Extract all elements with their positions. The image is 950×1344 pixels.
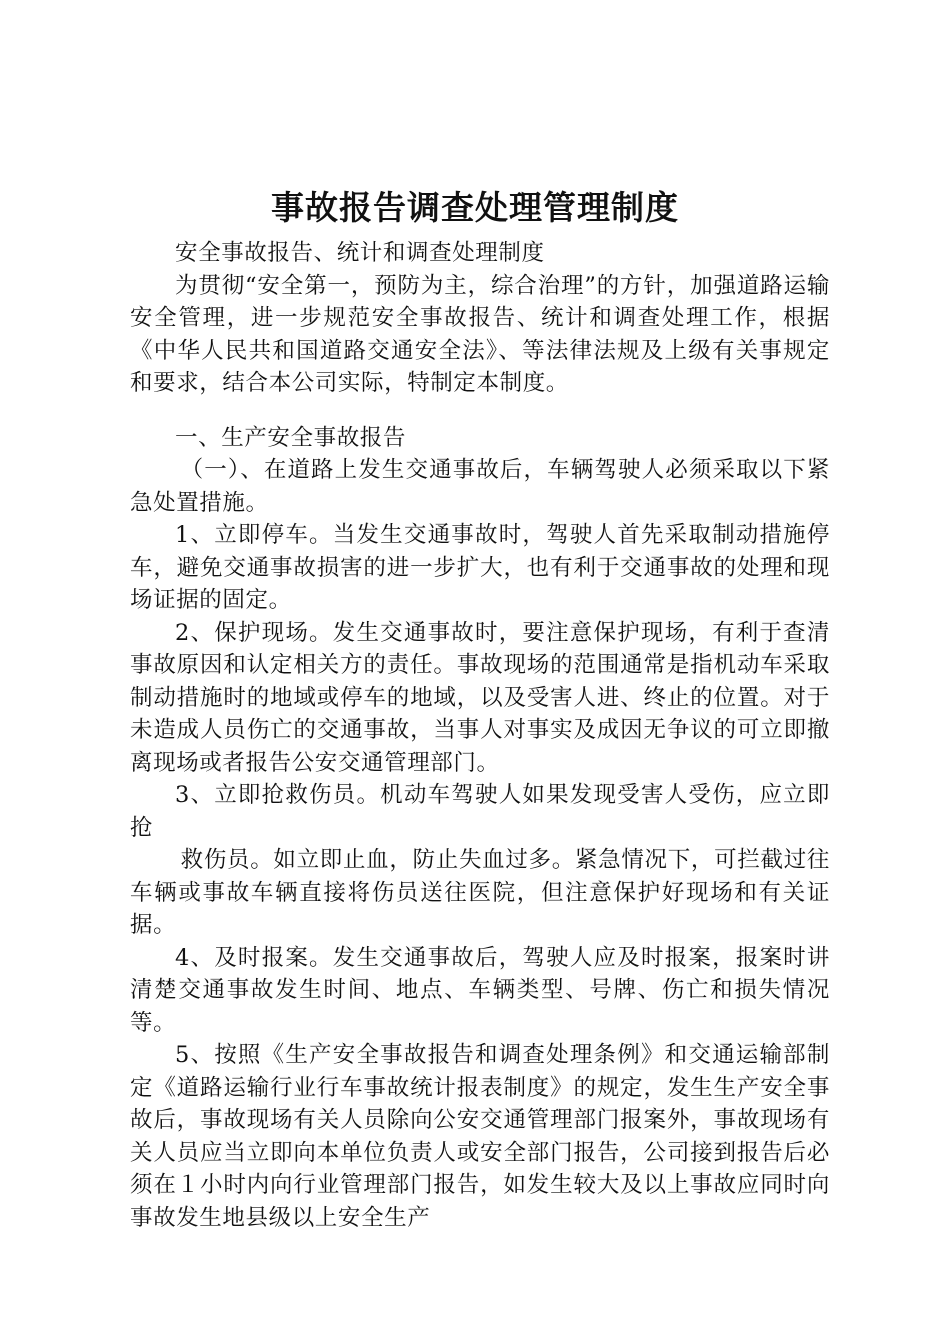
item-2-paragraph: 2、保护现场。发生交通事故时，要注意保护现场，有利于查清事故原因和认定相关方的责任。事故现场的范围通常是指机动车采取制动措施时的地域或停车的地域，以及受害人进、终止的位置。对于未造成人员伤亡的交通事故，当事人对事实及成因无争议的可立即撤离现场或者报告公安交通管理部门。 [130, 619, 830, 776]
section-heading: 一、生产安全事故报告 [175, 424, 407, 451]
item-3-paragraph: 3、立即抢救伤员。机动车驾驶人如果发现受害人受伤，应立即抢 [130, 782, 830, 841]
intro-paragraph: 为贯彻“安全第一，预防为主，综合治理”的方针，加强道路运输安全管理，进一步规范安全事故报告、统计和调查处理工作，根据《中华人民共和国道路交通安全法》、等法律法规及上级有关事规定和要求，结合本公司实际，特制定本制度。 [130, 272, 830, 396]
document-title: 事故报告调查处理管理制度 [271, 188, 679, 227]
document-body [130, 237, 830, 1234]
subtitle-line: 安全事故报告、统计和调查处理制度 [175, 240, 545, 266]
item-5-paragraph: 5、按照《生产安全事故报告和调查处理条例》和交通运输部制定《道路运输行业行车事故统计报表制度》的规定，发生生产安全事故后，事故现场有关人员除向公安交通管理部门报案外，事故现场有关人员应当立即向本单位负责人或安全部门报告，公司接到报告后必须在１小时内向行业管理部门报告，如发生较大及以上事故应同时向事故发生地县级以上安全生产 [130, 1042, 830, 1231]
item-4-paragraph: 4、及时报案。发生交通事故后，驾驶人应及时报案，报案时讲清楚交通事故发生时间、地点、车辆类型、号牌、伤亡和损失情况等。 [130, 944, 830, 1036]
subsection-paragraph: （一）、在道路上发生交通事故后，车辆驾驶人必须采取以下紧急处置措施。 [130, 457, 830, 516]
item-3-continuation-paragraph: 救伤员。如立即止血，防止失血过多。紧急情况下，可拦截过往车辆或事故车辆直接将伤员送往医院，但注意保护好现场和有关证据。 [130, 847, 830, 938]
item-1-paragraph: 1、立即停车。当发生交通事故时，驾驶人首先采取制动措施停车，避免交通事故损害的进一步扩大，也有利于交通事故的处理和现场证据的固定。 [130, 522, 830, 613]
